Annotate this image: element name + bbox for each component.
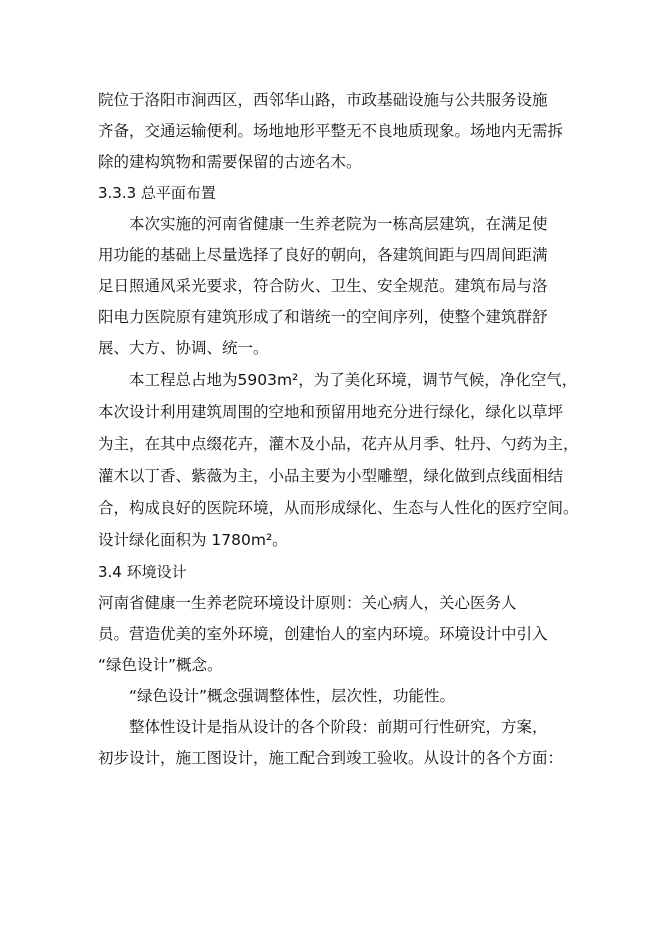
text-line: 本次实施的河南省健康一生养老院为一栋高层建筑，在满足使: [129, 215, 548, 233]
text-line: 设计绿化面积为 1780m²。: [98, 531, 288, 549]
text-line: 阳电力医院原有建筑形成了和谐统一的空间序列，使整个建筑群舒: [98, 308, 548, 326]
text-line: 用功能的基础上尽量选择了良好的朝向，各建筑间距与四周间距满: [98, 246, 548, 264]
text-line: 除的建构筑物和需要保留的古迹名木。: [98, 153, 362, 171]
text-line: 整体性设计是指从设计的各个阶段：前期可行性研究，方案，: [129, 718, 548, 736]
text-line: “绿色设计”概念强调整体性，层次性，功能性。: [129, 687, 456, 705]
text-line: 河南省健康一生养老院环境设计原则：关心病人，关心医务人: [98, 594, 517, 612]
text-line: 初步设计，施工图设计，施工配合到竣工验收。从设计的各个方面：: [98, 749, 564, 767]
text-line: 员。营造优美的室外环境，创建怡人的室内环境。环境设计中引入: [98, 625, 548, 643]
text-line: 足日照通风采光要求，符合防火、卫生、安全规范。建筑布局与洛: [98, 277, 548, 295]
text-line: 院位于洛阳市涧西区，西邻华山路，市政基础设施与公共服务设施: [98, 91, 548, 109]
text-line: 灌木以丁香、紫薇为主，小品主要为小型雕塑，绿化做到点线面相结: [98, 467, 564, 485]
text-line: 为主，在其中点缀花卉，灌木及小品，花卉从月季、牡丹、勺药为主，: [98, 435, 579, 453]
section-heading: 3.3.3 总平面布置: [98, 184, 216, 202]
text-line: 齐备，交通运输便利。场地地形平整无不良地质现象。场地内无需拆: [98, 122, 564, 140]
text-line: 本次设计利用建筑周围的空地和预留用地充分进行绿化，绿化以草坪: [98, 403, 564, 421]
text-line: 合，构成良好的医院环境，从而形成绿化、生态与人性化的医疗空间。: [98, 499, 579, 517]
text-line: 本工程总占地为5903m²，为了美化环境，调节气候，净化空气，: [129, 371, 578, 389]
text-line: 展、大方、协调、统一。: [98, 339, 269, 357]
text-line: “绿色设计”概念。: [98, 656, 223, 674]
section-heading: 3.4 环境设计: [98, 563, 187, 581]
